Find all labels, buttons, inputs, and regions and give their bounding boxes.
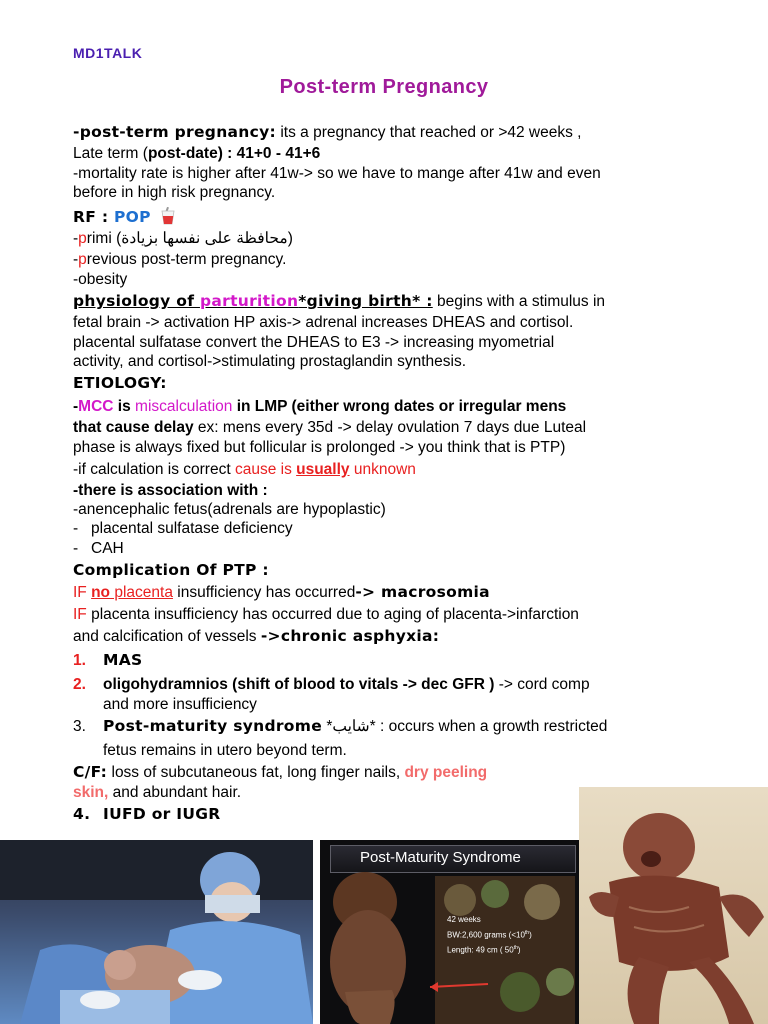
brand-label: MD1TALK: [73, 45, 143, 61]
rf-previous: -previous post-term pregnancy.: [73, 251, 287, 268]
mortality-line-1: -mortality rate is higher after 41w-> so we have to mange after 41w and even: [73, 165, 601, 182]
etiology-line-6: -anencephalic fetus(adrenals are hypoplastic): [73, 501, 386, 518]
etiology-line-7: - placental sulfatase deficiency: [73, 520, 293, 537]
definition-line: [73, 123, 581, 142]
no-term: no: [91, 584, 111, 601]
mortality-line-2: before in high risk pregnancy.: [73, 184, 276, 201]
rf-pop: POP: [114, 208, 151, 226]
clinical-features-line-1: C/F: loss of subcutaneous fat, long finger nails, dry peeling: [73, 763, 488, 781]
physiology-line-4: activity, and cortisol->stimulating prostaglandin synthesis.: [73, 353, 466, 370]
complication-line-1: IF no placenta insufficiency has occurred-> macrosomia: [73, 583, 490, 601]
rf-primi: -primi (محافظة على نفسها بزيادة): [73, 230, 293, 247]
late-term-range: post-date) : 41+0 - 41+6: [147, 145, 321, 162]
slide-weeks: 42 weeks: [447, 915, 481, 924]
complication-line-3: and calcification of vessels ->chronic asphyxia:: [73, 627, 440, 645]
etiology-line-4: -if calculation is correct cause is usually unknown: [73, 461, 416, 478]
complication-item-3-cont: fetus remains in utero beyond term.: [103, 742, 347, 759]
complication-item-4: 4. IUFD or IUGR: [73, 805, 221, 823]
etiology-line-2: that cause delay ex: mens every 35d -> delay ovulation 7 days due Luteal: [73, 419, 587, 436]
slide-title: Post-Maturity Syndrome: [360, 849, 521, 866]
page-title: Post-term Pregnancy: [279, 76, 489, 98]
complication-heading: Complication Of PTP :: [73, 561, 269, 579]
slide-length: Length: 49 cm ( 50th): [447, 945, 521, 955]
list-bullet: -: [73, 520, 79, 537]
complication-item-2: 2. oligohydramnios (shift of blood to vitals -> dec GFR ) -> cord comp: [73, 676, 590, 693]
etiology-line-8: - CAH: [73, 540, 124, 557]
complication-line-2: IF placenta insufficiency has occurred due to aging of placenta->infarction: [73, 606, 579, 623]
etiology-line-5: -there is association with :: [73, 482, 268, 499]
post-mature-newborn-photo: [579, 787, 768, 1024]
physiology-line-1: physiology of parturition*giving birth* : begins with a stimulus in: [73, 292, 606, 310]
rf-previous-p: p: [78, 251, 87, 268]
rf-heading: [73, 207, 175, 230]
complication-item-1: 1. MAS: [73, 651, 143, 669]
cup-icon: [161, 207, 175, 230]
rf-label: RF :: [73, 208, 115, 226]
parturition-term: parturition: [199, 292, 299, 310]
miscalculation-term: miscalculation: [135, 398, 233, 415]
definition-term: -post-term pregnancy:: [73, 123, 277, 141]
list-bullet: -: [73, 540, 79, 557]
mcc-term: MCC: [78, 398, 114, 415]
definition-text: its a pregnancy that reached or >42 weeks ,: [276, 124, 582, 141]
delivery-room-photo: [0, 840, 313, 1024]
slide-birth-weight: BW:2,600 grams (<10th): [447, 930, 532, 940]
rf-obesity: -obesity: [73, 271, 128, 288]
late-term-line: [73, 144, 320, 163]
post-maturity-slide: [320, 840, 580, 1024]
rf-primi-p: p: [78, 230, 87, 247]
etiology-line-1: -MCC is miscalculation in LMP (either wrong dates or irregular mens: [73, 398, 567, 415]
clinical-features-line-2: skin, and abundant hair.: [73, 784, 242, 801]
usually-term: usually: [296, 461, 350, 478]
etiology-line-3: phase is always fixed but follicular is prolonged -> you think that is PTP): [73, 439, 566, 456]
complication-item-2-cont: and more insufficiency: [103, 696, 257, 713]
late-term-prefix: Late term (: [73, 145, 148, 162]
physiology-line-3: placental sulfatase convert the DHEAS to E3 -> increasing myometrial: [73, 334, 555, 351]
physiology-line-2: fetal brain -> activation HP axis-> adrenal increases DHEAS and cortisol.: [73, 314, 574, 331]
complication-item-3: 3. Post-maturity syndrome *شايب* : occurs when a growth restricted: [73, 717, 608, 735]
etiology-heading: ETIOLOGY:: [73, 374, 167, 392]
physiology-heading: physiology of parturition*giving birth* :: [73, 292, 433, 310]
